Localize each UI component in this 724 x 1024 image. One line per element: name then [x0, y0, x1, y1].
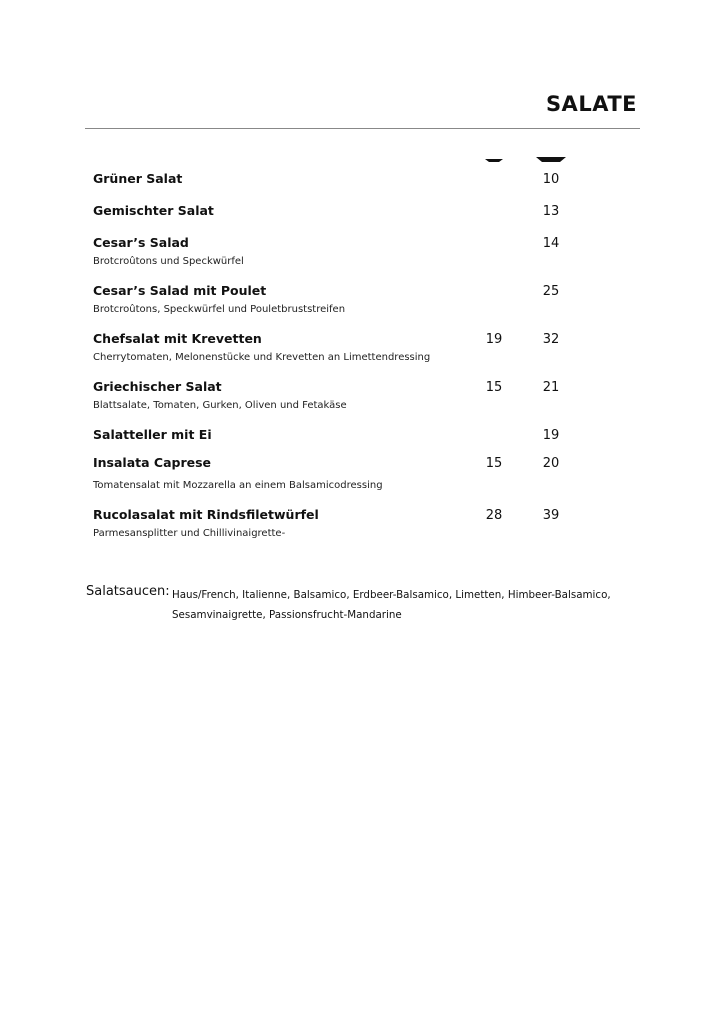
item-name: Salatteller mit Ei: [93, 427, 212, 442]
item-description: Blattsalate, Tomaten, Gurken, Oliven und Fetakäse: [93, 400, 347, 411]
price-large: 39: [542, 508, 560, 523]
item-description: Parmesansplitter und Chillivinaigrette-: [93, 528, 286, 539]
price-large: 10: [542, 172, 560, 187]
item-description: Tomatensalat mit Mozzarella an einem Balsamicodressing: [93, 480, 383, 491]
page-title: SALATE: [545, 92, 637, 116]
menu-item: [93, 203, 593, 219]
item-description: Brotcroûtons, Speckwürfel und Pouletbruststreifen: [93, 304, 346, 315]
menu-item: [93, 171, 593, 187]
item-name: Rucolasalat mit Rindsfiletwürfel: [93, 507, 319, 522]
item-name: Cesar’s Salad mit Poulet: [93, 283, 267, 298]
sauces-list: Haus/French, Italienne, Balsamico, Erdbeer-Balsamico, Limetten, Himbeer-Balsamico, Sesamvinaigrette, Passionsfrucht-Mandarine: [172, 589, 611, 621]
item-name: Cesar’s Salad: [93, 235, 189, 250]
price-large: 14: [542, 236, 560, 251]
price-small: 15: [485, 456, 503, 471]
item-name: Griechischer Salat: [93, 379, 222, 394]
price-small: 15: [485, 380, 503, 395]
menu-item: [93, 379, 593, 413]
item-name: Grüner Salat: [93, 171, 183, 186]
price-small: 19: [485, 332, 503, 347]
menu-item: [93, 455, 593, 493]
item-name: Insalata Caprese: [93, 455, 212, 470]
menu-item: [93, 235, 593, 269]
menu-item: [93, 507, 593, 541]
small-bowl-icon: [484, 158, 504, 164]
price-large: 19: [542, 428, 560, 443]
menu-item: [93, 283, 593, 317]
price-large: 13: [542, 204, 560, 219]
item-description: Cherrytomaten, Melonenstücke und Krevetten an Limettendressing: [93, 352, 431, 363]
price-large: 32: [542, 332, 560, 347]
item-name: Chefsalat mit Krevetten: [93, 331, 262, 346]
menu-item: [93, 427, 593, 443]
price-large: 25: [542, 284, 560, 299]
menu-item: [93, 331, 593, 365]
item-name: Gemischter Salat: [93, 203, 214, 218]
item-description: Brotcroûtons und Speckwürfel: [93, 256, 244, 267]
price-large: 21: [542, 380, 560, 395]
sauces-label: Salatsaucen:: [86, 584, 170, 599]
divider: [85, 128, 640, 129]
price-small: 28: [485, 508, 503, 523]
price-large: 20: [542, 456, 560, 471]
large-bowl-icon: [535, 156, 567, 164]
